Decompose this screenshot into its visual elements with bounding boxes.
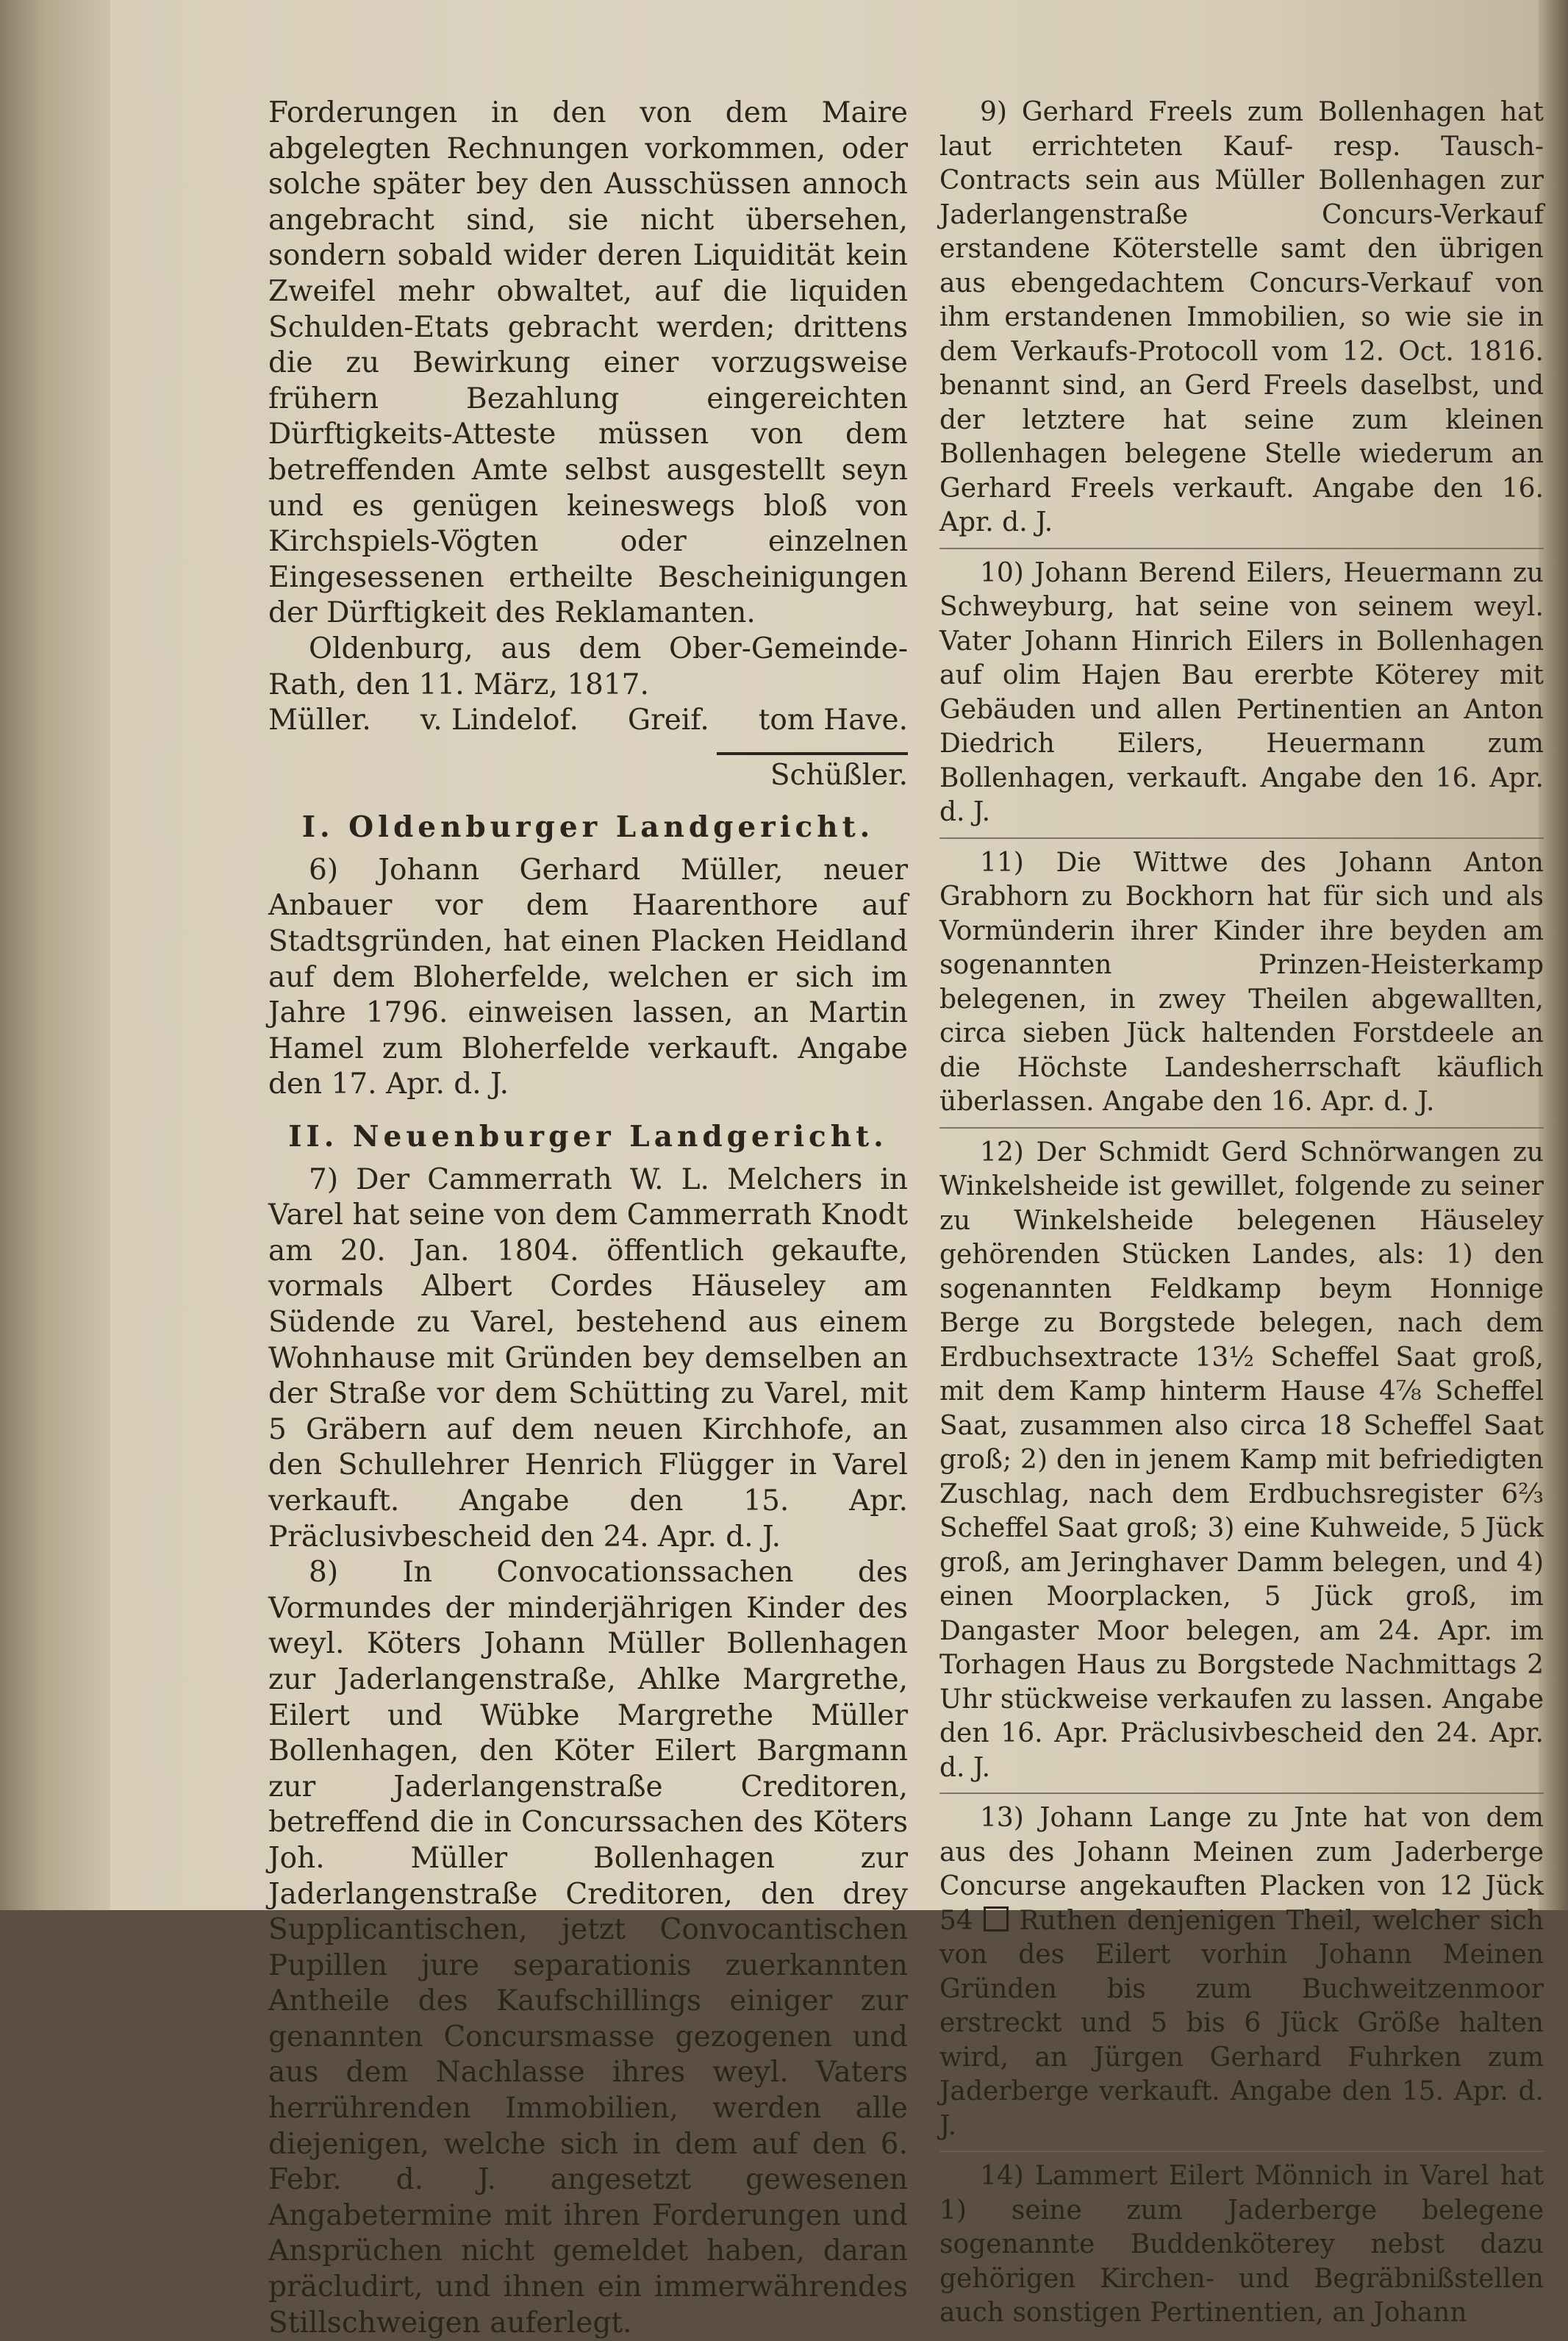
notice-8: 8) In Convocationssachen des Vormundes der minderjährigen Kinder des weyl. Köters Johann Müller Bollenhagen zur Jaderlangenstraße, Ahlke Margrethe, Eilert und Wübke Margrethe Müller Bollenhagen, den Köter Eilert Bargmann zur Jaderlangenstraße Creditoren, betreffend die in Concurssachen des Köters Joh. Müller Bollenhagen zur Jaderlangenstraße Creditoren, den drey Supplicantischen, jetzt Convocantischen Pupillen jure separationis zuerkannten Antheile des Kaufschillings einiger zur genannten Concursmasse gezogenen und aus dem Nachlasse ihres weyl. Vaters herrührenden Immobilien, werden alle diejenigen, welche sich in dem auf den 6. Febr. d. J. angesetzt gewesenen Angabetermine mit ihren Forderungen und Ansprüchen nicht gemeldet haben, daran präcludirt, und ihnen ein immerwährendes Stillschweigen auferlegt. bbox=[268, 1556, 908, 2340]
divider bbox=[939, 1793, 1544, 1794]
place-date: Oldenburg, aus dem Ober-Gemeinde-Rath, den 11. März, 1817. bbox=[268, 632, 908, 701]
notice-13 bbox=[939, 1801, 1544, 2143]
fraction-3: 6⅔ bbox=[1501, 1479, 1544, 1509]
notice-7: 7) Der Cammerrath W. L. Melchers in Varel hat seine von dem Cammerrath Knodt am 20. Jan. 1804. öffentlich gekaufte, vormals Albert Cordes Häuseley am Südende zu Varel, bestehend aus einem Wohnhause mit Gründen bey demselben an der Straße vor dem Schütting zu Varel, mit 5 Gräbern auf dem neuen Kirchhofe, an den Schullehrer Henrich Flügger in Varel verkauft. Angabe den 15. Apr. Präclusivbescheid den 24. Apr. d. J. bbox=[268, 1162, 908, 1554]
notice-11: 11) Die Wittwe des Johann Anton Grabhorn zu Bockhorn hat für sich und als Vormünderin ihrer Kinder ihre beyden am sogenannten Prinzen-Heisterkamp belegenen, in zwey Theilen abgewallten, circa sieben Jück haltenden Forstdeele an die Höchste Landesherrschaft käuflich überlassen. Angabe den 16. Apr. d. J. bbox=[939, 847, 1544, 1117]
left-column bbox=[268, 96, 908, 2341]
notice-12-part-b: Scheffel Saat groß, mit dem Kamp hinterm Hause bbox=[939, 1342, 1544, 1407]
section-heading-1: I. Oldenburger Landgericht. bbox=[301, 810, 875, 845]
signature-3: Greif. bbox=[627, 704, 709, 737]
divider bbox=[939, 837, 1544, 839]
divider bbox=[939, 1127, 1544, 1129]
signature-5: Schüßler. bbox=[770, 758, 908, 792]
fraction-2: 4⅞ bbox=[1378, 1376, 1422, 1407]
notice-13-part-a: 13) Johann Lange zu Jnte hat von dem aus des Johann Meinen zum Jaderberge Concurse angekauften Placken von 12 Jück 54 bbox=[939, 1803, 1544, 1936]
notice-12 bbox=[939, 1136, 1544, 1786]
right-column bbox=[939, 96, 1544, 2331]
intro-paragraph: Forderungen in den von dem Maire abgelegten Rechnungen vorkommen, oder solche später bey den Ausschüssen annoch angebracht sind, sie nicht übersehen, sondern sobald wider deren Liquidität kein Zweifel mehr obwaltet, auf die liquiden Schulden-Etats gebracht werden; drittens die zu Bewirkung einer vorzugsweise frühern Bezahlung eingereichten Dürftigkeits-Atteste müssen von dem betreffenden Amte selbst ausgestellt seyn und es genügen keineswegs bloß von Kirchspiels-Vögten oder einzelnen Eingesessenen ertheilte Bescheinigungen der Dürftigkeit des Reklamanten. bbox=[268, 96, 908, 630]
signature-rule bbox=[717, 752, 908, 755]
notice-13-part-b: Ruthen denjenigen Theil, welcher sich von des Eilert vorhin Johann Meinen Gründen bis zum Buchweitzenmoor erstreckt und 5 bis 6 Jück Größe halten wird, an Jürgen Gerhard Fuhrken zum Jaderberge verkauft. Angabe den 15. Apr. d. J. bbox=[939, 1905, 1544, 2141]
notice-6: 6) Johann Gerhard Müller, neuer Anbauer vor dem Haarenthore auf Stadtsgründen, hat einen Placken Heidland auf dem Bloherfelde, welchen er sich im Jahre 1796. einweisen lassen, an Martin Hamel zum Bloherfelde verkauft. Angabe den 17. Apr. d. J. bbox=[268, 853, 908, 1101]
divider bbox=[939, 2151, 1544, 2152]
notice-12-part-c: Scheffel Saat, zusammen also circa 18 Scheffel Saat groß; 2) den in jenem Kamp mit befriedigten Zuschlag, nach dem Erdbuchsregister bbox=[939, 1376, 1544, 1509]
signature-row bbox=[268, 703, 908, 739]
notice-10: 10) Johann Berend Eilers, Heuermann zu Schweyburg, hat seine von seinem weyl. Vater Johann Hinrich Eilers in Bollenhagen auf olim Hajen Bau ererbte Köterey mit Gebäuden und allen Pertinentien an Anton Diedrich Eilers, Heuermann zum Bollenhagen, verkauft. Angabe den 16. Apr. d. J. bbox=[939, 557, 1544, 827]
notice-12-part-d: Scheffel Saat groß; 3) eine Kuhweide, 5 Jück groß, am Jeringhaver Damm belegen, und 4) einen Moorplacken, 5 Jück groß, im Dangaster Moor belegen, am 24. Apr. im Torhagen Haus zu Borgstede Nachmittags 2 Uhr stückweise verkaufen zu lassen. Angabe den 16. Apr. Präclusivbescheid den 24. Apr. d. J. bbox=[939, 1513, 1544, 1783]
square-rod-symbol-icon bbox=[984, 1906, 1009, 1931]
notice-14: 14) Lammert Eilert Mönnich in Varel hat 1) seine zum Jaderberge belegene sogenannte Buddenköterey nebst dazu gehörigen Kirchen- und Begräbnißstellen auch sonstigen Pertinentien, an Johann bbox=[939, 2161, 1544, 2328]
book-gutter bbox=[0, 0, 110, 1910]
fraction-1: 13½ bbox=[1195, 1342, 1255, 1373]
notice-9: 9) Gerhard Freels zum Bollenhagen hat laut errichteten Kauf- resp. Tausch-Contracts sein aus Müller Bollenhagen zur Jaderlangenstraße Concurs-Verkauf erstandene Köterstelle samt den übrigen aus ebengedachtem Concurs-Verkauf von ihm erstandenen Immobilien, so wie sie in dem Verkaufs-Protocoll vom 12. Oct. 1816. benannt sind, an Gerd Freels daselbst, und der letztere hat seine zum kleinen Bollenhagen belegene Stelle wiederum an Gerhard Freels verkauft. Angabe den 16. Apr. d. J. bbox=[939, 97, 1544, 537]
divider bbox=[939, 548, 1544, 549]
notice-12-part-a: 12) Der Schmidt Gerd Schnörwangen zu Winkelsheide ist gewillet, folgende zu seiner zu Winkelsheide belegenen Häuseley gehörenden Stücken Landes, als: 1) den sogenannten Feldkamp beym Honnige Berge zu Borgstede belegen, nach dem Erdbuchsextracte bbox=[939, 1137, 1544, 1373]
signature-2: v. Lindelof. bbox=[420, 704, 579, 737]
signature-4: tom Have. bbox=[758, 704, 908, 737]
signature-1: Müller. bbox=[268, 704, 371, 737]
section-heading-2: II. Neuenburger Landgericht. bbox=[288, 1120, 888, 1154]
